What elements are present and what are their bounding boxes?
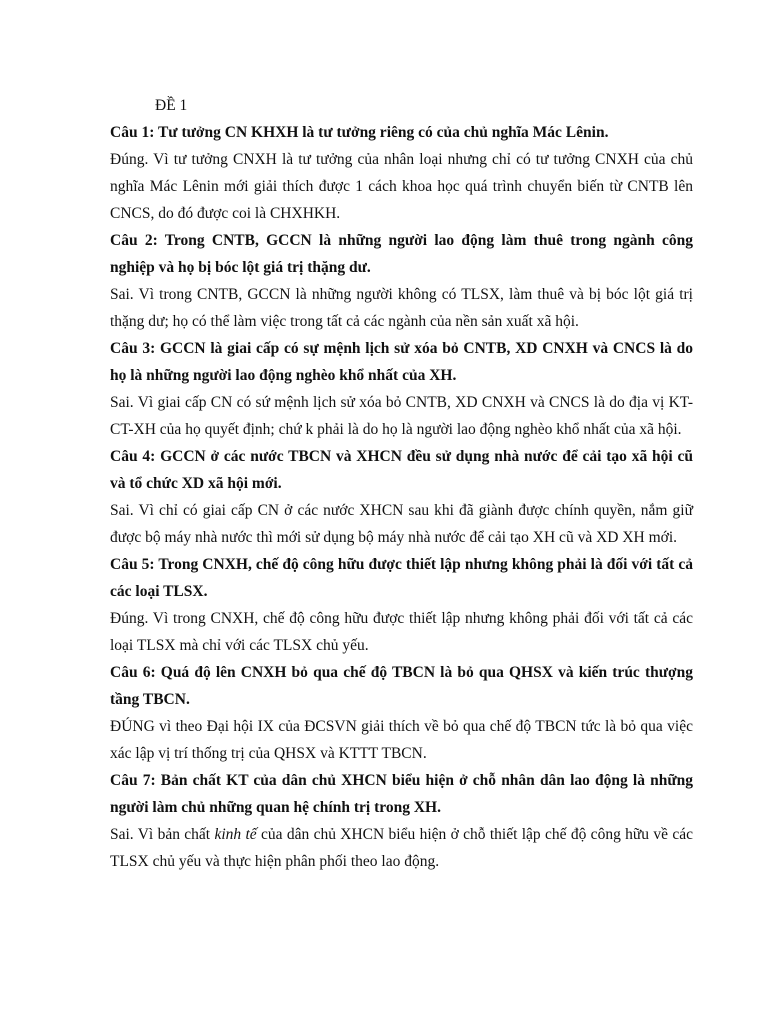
document-page [110,92,693,875]
answer-5: Đúng. Vì trong CNXH, chế độ công hữu được thiết lập nhưng không phải đối với tất cả các loại TLSX mà chỉ với các TLSX chủ yếu. [110,610,693,654]
answer-3: Sai. Vì giai cấp CN có sứ mệnh lịch sử xóa bỏ CNTB, XD CNXH và CNCS là do địa vị KT-CT-XH của họ quyết định; chứ k phải là do họ là người lao động nghèo khổ nhất của xã hội. [110,394,693,438]
answer-7-emphasis: kinh tế [214,826,257,843]
answer-4: Sai. Vì chỉ có giai cấp CN ở các nước XHCN sau khi đã giành được chính quyền, nắm giữ được bộ máy nhà nước thì mới sử dụng bộ máy nhà nước để cải tạo XH cũ và XD XH mới. [110,502,693,546]
question-7: Câu 7: Bản chất KT của dân chủ XHCN biểu hiện ở chỗ nhân dân lao động là những người làm chủ những quan hệ chính trị trong XH. [110,772,693,816]
answer-6: ĐÚNG vì theo Đại hội IX của ĐCSVN giải thích về bỏ qua chế độ TBCN tức là bỏ qua việc xác lập vị trí thống trị của QHSX và KTTT TBCN. [110,718,693,762]
document-title: ĐỀ 1 [155,97,188,114]
answer-7-text-start: Sai. Vì bản chất [110,826,215,843]
question-1: Câu 1: Tư tưởng CN KHXH là tư tưởng riêng có của chủ nghĩa Mác Lênin. [110,124,609,141]
answer-2: Sai. Vì trong CNTB, GCCN là những người không có TLSX, làm thuê và bị bóc lột giá trị thặng dư; họ có thể làm việc trong tất cả các ngành của nền sản xuất xã hội. [110,286,693,330]
answer-7-text-end: của dân chủ XHCN biểu hiện ở chỗ thiết lập chế độ công hữu về các TLSX chủ yếu và thực hiện phân phối theo lao động. [110,826,693,870]
question-2: Câu 2: Trong CNTB, GCCN là những người lao động làm thuê trong ngành công nghiệp và họ bị bóc lột giá trị thặng dư. [110,232,693,276]
question-4: Câu 4: GCCN ở các nước TBCN và XHCN đều sử dụng nhà nước để cải tạo xã hội cũ và tổ chức XD xã hội mới. [110,448,693,492]
answer-1: Đúng. Vì tư tưởng CNXH là tư tưởng của nhân loại nhưng chỉ có tư tưởng CNXH của chủ nghĩa Mác Lênin mới giải thích được 1 cách khoa học quá trình chuyển biến từ CNTB lên CNCS, do đó được coi là CHXHKH. [110,151,693,222]
question-5: Câu 5: Trong CNXH, chế độ công hữu được thiết lập nhưng không phải là đối với tất cả các loại TLSX. [110,556,693,600]
question-3: Câu 3: GCCN là giai cấp có sự mệnh lịch sử xóa bỏ CNTB, XD CNXH và CNCS là do họ là những người lao động nghèo khổ nhất của XH. [110,340,693,384]
answer-7 [110,821,693,875]
question-6: Câu 6: Quá độ lên CNXH bỏ qua chế độ TBCN là bỏ qua QHSX và kiến trúc thượng tầng TBCN. [110,664,693,708]
